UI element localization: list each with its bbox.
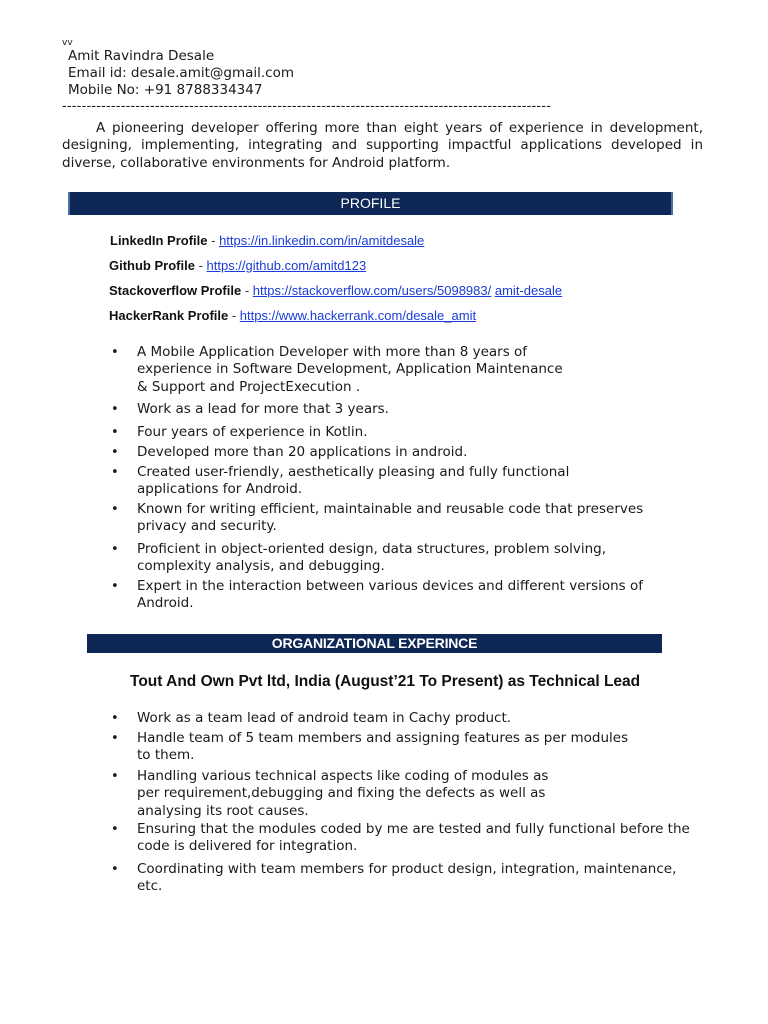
- separator: -: [194, 258, 207, 273]
- bullet-text: Known for writing efficient, maintainable and reusable code that preserves: [137, 501, 644, 517]
- github-link[interactable]: https://github.com/amitd123: [206, 258, 367, 273]
- bullet-icon: •: [111, 502, 119, 517]
- list-item: [111, 578, 711, 613]
- bullet-text: Work as a lead for more that 3 years.: [137, 401, 389, 417]
- bullet-text: Android.: [137, 595, 194, 612]
- bullet-text: Proficient in object-oriented design, data structures, problem solving,: [137, 541, 607, 557]
- bullet-text: applications for Android.: [137, 481, 303, 498]
- bullet-text: Ensuring that the modules coded by me are tested and fully functional before the: [137, 821, 690, 837]
- hackerrank-label: HackerRank Profile: [109, 308, 229, 323]
- bullet-icon: •: [111, 579, 119, 594]
- hackerrank-row: [109, 307, 476, 324]
- list-item: [111, 541, 711, 576]
- list-item: [111, 821, 711, 856]
- github-row: [109, 257, 366, 274]
- profile-heading: PROFILE: [68, 192, 673, 215]
- candidate-name: Amit Ravindra Desale: [68, 48, 215, 64]
- bullet-text: Expert in the interaction between various devices and different versions of: [137, 578, 644, 594]
- list-item: [111, 730, 711, 765]
- divider-line: ----------------------------------------------------------------------------------------------------: [62, 99, 552, 114]
- bullet-text: & Support and ProjectExecution .: [137, 378, 361, 395]
- experience-bullet-list: [111, 710, 711, 900]
- list-item: [111, 344, 711, 396]
- linkedin-link[interactable]: https://in.linkedin.com/in/amitdesale: [219, 233, 425, 248]
- separator: -: [228, 308, 240, 323]
- hackerrank-link[interactable]: https://www.hackerrank.com/desale_amit: [239, 308, 477, 323]
- bullet-text: analysing its root causes.: [137, 802, 309, 819]
- bullet-icon: •: [111, 402, 119, 417]
- list-item: [111, 768, 711, 820]
- linkedin-row: [110, 232, 424, 249]
- bullet-text: A Mobile Application Developer with more than 8 years of: [137, 344, 528, 360]
- bullet-icon: •: [111, 425, 119, 440]
- bullet-icon: •: [111, 445, 119, 460]
- stackoverflow-row: [109, 282, 562, 299]
- list-item: [111, 501, 711, 536]
- bullet-text: experience in Software Development, Application Maintenance: [137, 361, 563, 378]
- stackoverflow-link[interactable]: https://stackoverflow.com/users/5098983/: [252, 283, 492, 298]
- bullet-text: complexity analysis, and debugging.: [137, 558, 385, 575]
- bullet-icon: •: [111, 542, 119, 557]
- bullet-icon: •: [111, 769, 119, 784]
- intro-paragraph: A pioneering developer offering more than eight years of experience in development, designing, implementing, integrating and supporting impactful applications developed in diverse, collaborative environments for Android platform.: [62, 120, 703, 171]
- bullet-icon: •: [111, 731, 119, 746]
- profile-bullet-list: [111, 344, 711, 614]
- bullet-text: Work as a team lead of android team in Cachy product.: [137, 710, 512, 726]
- list-item: [111, 464, 711, 499]
- email-line: Email id: desale.amit@gmail.com: [68, 65, 295, 81]
- bullet-text: privacy and security.: [137, 518, 277, 535]
- list-item: [111, 424, 711, 441]
- github-label: Github Profile: [109, 258, 195, 273]
- job-title: Tout And Own Pvt ltd, India (August’21 To Present) as Technical Lead: [130, 673, 641, 690]
- list-item: [111, 710, 711, 727]
- bullet-icon: •: [111, 345, 119, 360]
- bullet-text: code is delivered for integration.: [137, 838, 358, 855]
- list-item: [111, 444, 711, 461]
- bullet-text: Developed more than 20 applications in android.: [137, 444, 468, 460]
- bullet-icon: •: [111, 862, 119, 877]
- experience-heading: ORGANIZATIONAL EXPERINCE: [87, 634, 662, 653]
- bullet-text: Coordinating with team members for product design, integration, maintenance,: [137, 861, 677, 877]
- stackoverflow-label: Stackoverflow Profile: [109, 283, 242, 298]
- bullet-icon: •: [111, 822, 119, 837]
- linkedin-label: LinkedIn Profile: [110, 233, 208, 248]
- bullet-icon: •: [111, 465, 119, 480]
- bullet-text: to them.: [137, 747, 195, 764]
- mobile-line: Mobile No: +91 8788334347: [68, 82, 263, 98]
- bullet-text: Handling various technical aspects like coding of modules as: [137, 768, 549, 784]
- bullet-text: Created user-friendly, aesthetically pleasing and fully functional: [137, 464, 570, 480]
- stackoverflow-link-suffix[interactable]: amit-desale: [494, 283, 563, 298]
- bullet-text: per requirement,debugging and fixing the defects as well as: [137, 785, 546, 802]
- bullet-icon: •: [111, 711, 119, 726]
- bullet-text: etc.: [137, 878, 163, 895]
- list-item: [111, 861, 711, 896]
- bullet-text: Four years of experience in Kotlin.: [137, 424, 368, 440]
- page-marker: vv: [62, 38, 73, 48]
- separator: -: [241, 283, 253, 298]
- bullet-text: Handle team of 5 team members and assigning features as per modules: [137, 730, 629, 746]
- list-item: [111, 401, 711, 418]
- separator: -: [207, 233, 220, 248]
